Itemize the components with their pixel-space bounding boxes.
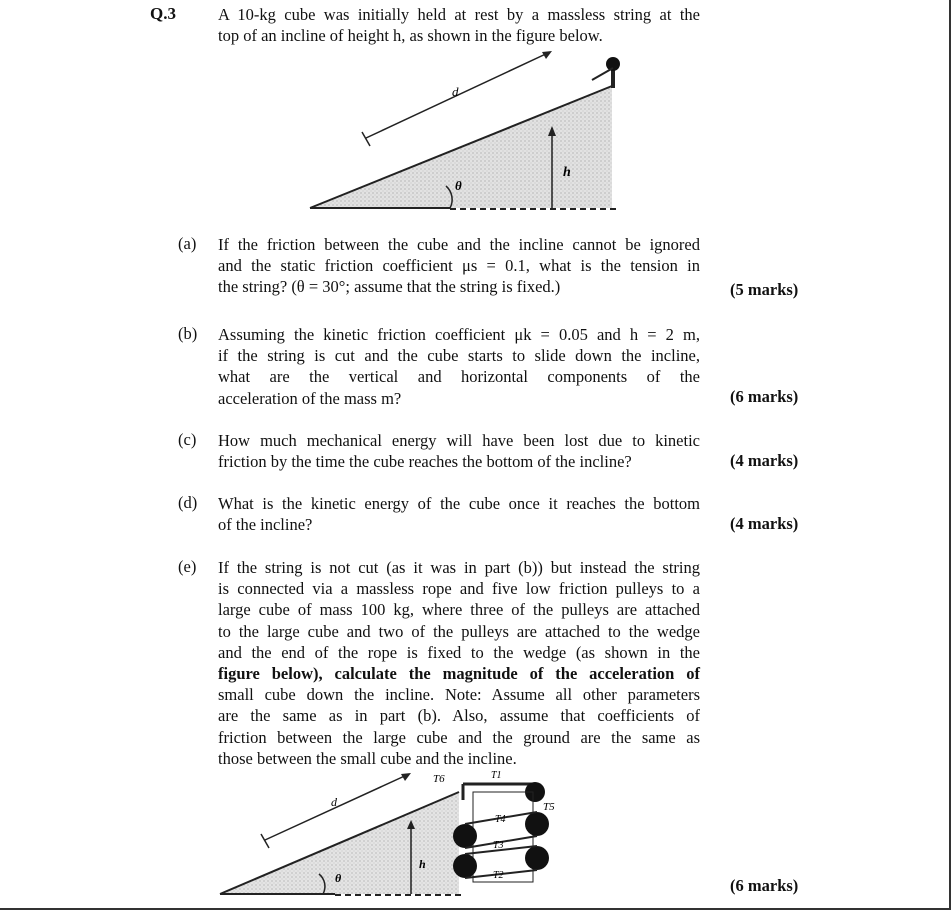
part-e-line: figure below), calculate the magnitude of the acceleration of bbox=[218, 664, 700, 684]
part-a-line: and the static friction coefficient μs = 0.1, what is the tension in bbox=[218, 256, 700, 276]
theta-label: θ bbox=[455, 178, 462, 193]
h-label: h bbox=[563, 165, 571, 180]
part-b-line: if the string is cut and the cube starts to slide down the incline, bbox=[218, 346, 700, 366]
question-number: Q.3 bbox=[150, 4, 176, 23]
part-b-line: Assuming the kinetic friction coefficient μk = 0.05 and h = 2 m, bbox=[218, 325, 700, 344]
pulley-2 bbox=[525, 812, 549, 836]
part-e-line: friction between the large cube and the ground are the same as bbox=[218, 727, 700, 747]
t1-label: T1 bbox=[491, 770, 502, 781]
part-b-line: acceleration of the mass m? bbox=[218, 388, 402, 408]
part-a-line: If the friction between the cube and the incline cannot be ignored bbox=[218, 235, 700, 254]
part-c-marks: (4 marks) bbox=[730, 451, 799, 470]
part-d-line: What is the kinetic energy of the cube once it reaches the bottom bbox=[218, 494, 700, 513]
part-e-text bbox=[218, 557, 700, 769]
t4-label: T4 bbox=[495, 814, 506, 825]
part-c-label: (c) bbox=[178, 430, 197, 449]
string-line bbox=[592, 68, 613, 80]
part-d-line: of the incline? bbox=[218, 515, 313, 535]
h-label-2: h bbox=[419, 857, 426, 871]
part-b-text bbox=[218, 324, 700, 409]
part-c-text bbox=[218, 430, 700, 472]
part-b-label: (b) bbox=[178, 324, 198, 343]
pulley-1 bbox=[453, 824, 477, 848]
part-e-line: are the same as in part (b). Also, assume that coefficients of bbox=[218, 706, 700, 726]
d-label-2: d bbox=[331, 795, 337, 809]
theta-label-2: θ bbox=[335, 871, 342, 885]
d-label: d bbox=[452, 84, 459, 99]
t6-label: T6 bbox=[433, 773, 445, 785]
part-a-marks: (5 marks) bbox=[730, 280, 799, 299]
part-d-text bbox=[218, 493, 700, 535]
part-e-label: (e) bbox=[178, 557, 197, 576]
part-e-line: If the string is not cut (as it was in part (b)) but instead the string bbox=[218, 558, 700, 577]
part-e-line: to the large cube and two of the pulleys are attached to the wedge bbox=[218, 621, 700, 641]
d-arrow-tick bbox=[362, 132, 370, 146]
pulley-3 bbox=[453, 854, 477, 878]
d-arrow-tick-2 bbox=[261, 834, 269, 848]
part-e-line: small cube down the incline. Note: Assume all other parameters bbox=[218, 685, 700, 705]
t5-label: T5 bbox=[543, 801, 555, 813]
part-b-line: what are the vertical and horizontal components of the bbox=[218, 367, 700, 387]
intro-line: top of an incline of height h, as shown in the figure below. bbox=[218, 26, 603, 46]
part-a-line: the string? (θ = 30°; assume that the string is fixed.) bbox=[218, 277, 561, 297]
intro-line: A 10-kg cube was initially held at rest by a massless string at the bbox=[218, 5, 700, 24]
part-e-line: those between the small cube and the incline. bbox=[218, 748, 517, 768]
part-e-line: large cube of mass 100 kg, where three of the pulleys are attached bbox=[218, 600, 700, 620]
part-e-marks: (6 marks) bbox=[730, 876, 799, 895]
t2-label: T2 bbox=[493, 870, 504, 881]
pulley-4 bbox=[525, 846, 549, 870]
part-e-line: is connected via a massless rope and five low friction pulleys to a bbox=[218, 579, 700, 599]
part-a-label: (a) bbox=[178, 234, 197, 253]
t3-label: T3 bbox=[493, 840, 504, 851]
part-e-line: and the end of the rope is fixed to the wedge (as shown in the bbox=[218, 642, 700, 662]
part-d-label: (d) bbox=[178, 493, 198, 512]
part-c-line: friction by the time the cube reaches the bottom of the incline? bbox=[218, 452, 632, 472]
large-cube bbox=[473, 792, 533, 882]
part-a-text bbox=[218, 234, 700, 298]
part-c-line: How much mechanical energy will have been lost due to kinetic bbox=[218, 431, 700, 450]
part-b-marks: (6 marks) bbox=[730, 387, 799, 406]
figure-incline bbox=[300, 40, 640, 220]
part-d-marks: (4 marks) bbox=[730, 514, 799, 533]
figure-pulley-system bbox=[215, 768, 695, 900]
